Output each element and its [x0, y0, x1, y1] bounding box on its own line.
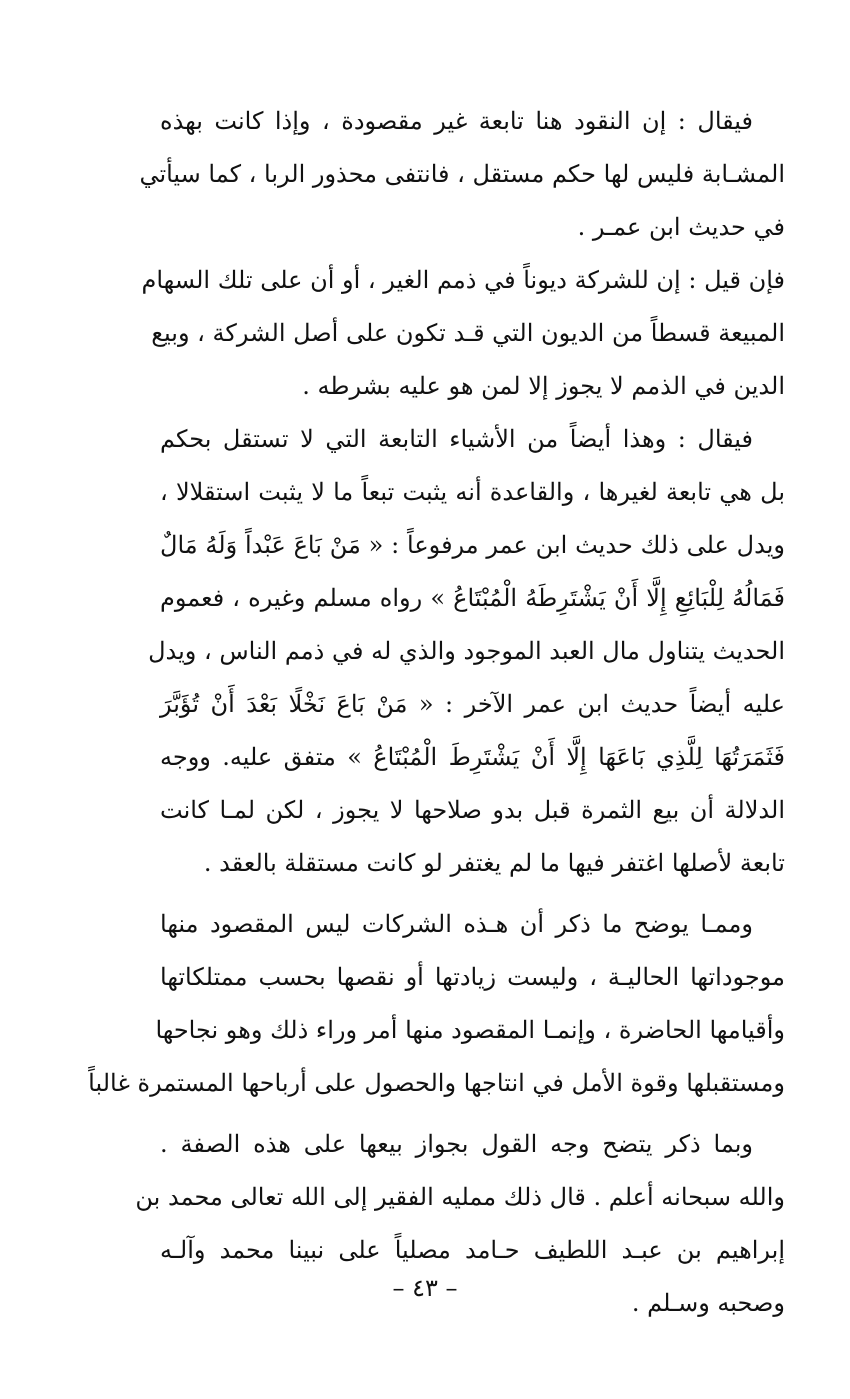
paragraph-line: المبيعة قسطاً من الديون التي قـد تكون على أصل الشركة ، وبيع [151, 319, 785, 347]
paragraph-line: الحديث يتناول مال العبد الموجود والذي له في ذمم الناس ، ويدل [148, 637, 785, 665]
paragraph-line: فيقال : إن النقود هنا تابعة غير مقصودة ، وإذا كانت بهذه [160, 107, 753, 135]
paragraph-gap [160, 1110, 785, 1118]
hadith-line: عليه أيضاً حديث ابن عمر الآخر : « مَنْ بَاعَ نَخْلًا بَعْدَ أَنْ تُؤَبَّرَ [160, 690, 785, 718]
paragraph-line: وأقيامها الحاضرة ، وإنمـا المقصود منها أمر وراء ذلك وهو نجاحها [155, 1016, 785, 1044]
paragraph-gap [160, 890, 785, 898]
paragraph-1 [139, 95, 785, 254]
hadith-line: فَثَمَرَتُهَا لِلَّذِي بَاعَهَا إِلَّا أَنْ يَشْتَرِطَ الْمُبْتَاعُ » متفق عليه. ووجه [160, 743, 785, 771]
paragraph-line: إبراهيم بن عبـد اللطيف حـامد مصلياً على نبينا محمد وآلـه [160, 1236, 785, 1264]
paragraph-line: فيقال : وهذا أيضاً من الأشياء التابعة التي لا تستقل بحكم [160, 425, 753, 453]
hadith-line: ويدل على ذلك حديث ابن عمر مرفوعاً : « مَنْ بَاعَ عَبْداً وَلَهُ مَالٌ [160, 531, 785, 559]
paragraph-line: وبما ذكر يتضح وجه القول بجواز بيعها على هذه الصفة . [160, 1130, 753, 1158]
paragraph-line: وصحبه وسـلم . [631, 1289, 785, 1317]
paragraph-4 [88, 898, 785, 1110]
paragraph-line: الدين في الذمم لا يجوز إلا لمن هو عليه بشرطه . [302, 372, 785, 400]
paragraph-line: ومستقبلها وقوة الأمل في انتاجها والحصول على أرباحها المستمرة غالباً [88, 1069, 785, 1097]
paragraph-line: والله سبحانه أعلم . قال ذلك مملیه الفقير إلى الله تعالى محمد بن [135, 1183, 785, 1211]
paragraph-line: فإن قيل : إن للشركة ديوناً في ذمم الغير ، أو أن على تلك السهام [141, 266, 785, 294]
paragraph-line: الدلالة أن بيع الثمرة قبل بدو صلاحها لا يجوز ، لكن لمـا كانت [160, 796, 785, 824]
paragraph-line: بل هي تابعة لغيرها ، والقاعدة أنه يثبت تبعاً ما لا يثبت استقلالا ، [160, 478, 785, 506]
paragraph-line: المشـابة فليس لها حكم مستقل ، فانتفى محذور الربا ، كما سيأتي [139, 160, 785, 188]
document-body [88, 95, 785, 1330]
paragraph-line: وممـا يوضح ما ذكر أن هـذه الشركات ليس المقصود منها [160, 910, 753, 938]
paragraph-line: في حديث ابن عمـر . [577, 213, 785, 241]
paragraph-2 [141, 254, 785, 413]
page-number: – ٤٣ – [392, 1274, 458, 1302]
paragraph-3 [148, 413, 785, 890]
paragraph-line: تابعة لأصلها اغتفر فيها ما لم يغتفر لو كانت مستقلة بالعقد . [203, 849, 785, 877]
paragraph-line: موجوداتها الحاليـة ، وليست زيادتها أو نقصها بحسب ممتلكاتها [160, 963, 785, 991]
hadith-line: فَمَالُهُ لِلْبَائِعِ إِلَّا أَنْ يَشْتَرِطَهُ الْمُبْتَاعُ » رواه مسلم وغيره ، فعموم [160, 584, 785, 612]
